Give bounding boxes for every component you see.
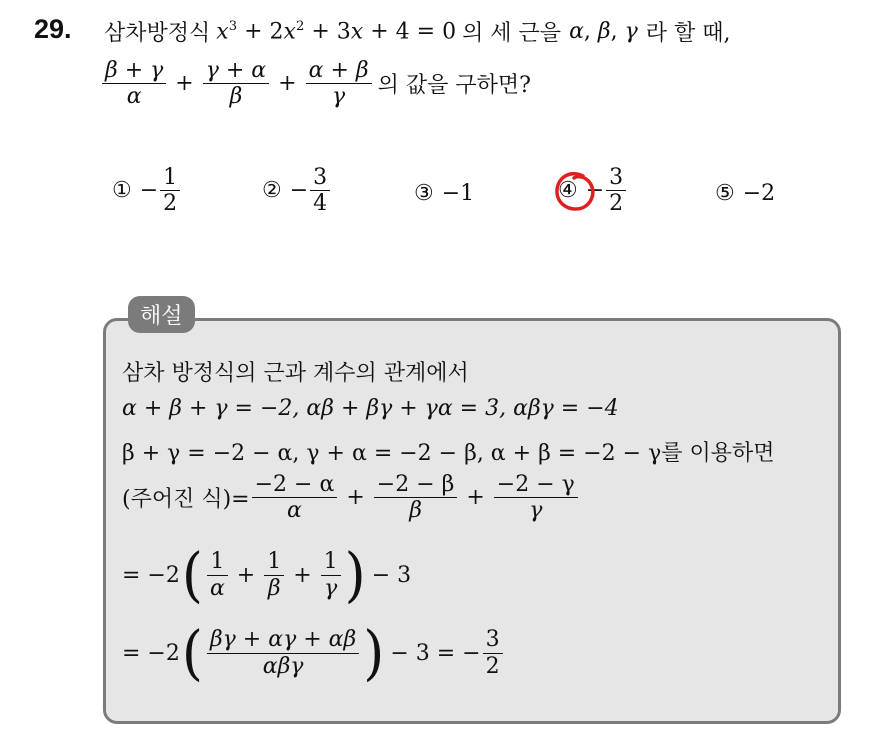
fraction-denominator: 2 [485,653,500,679]
choice-numerator: 1 [163,165,178,190]
answer-choices [112,165,812,235]
solution-fraction [264,549,284,601]
solution-fraction [374,472,458,524]
solution-fraction [494,472,578,524]
fraction-denominator: γ [324,575,338,601]
choice-marker: ① [112,178,132,204]
choice-marker: ④ [558,178,578,204]
choice-2[interactable] [262,165,332,217]
choice-value: −1 [441,181,475,206]
choice-3[interactable] [414,181,474,206]
choice-fraction [310,165,330,217]
choice-denominator: 4 [313,191,328,217]
solution-line-4: (주어진 식)= $\frac{-2 - \alpha}{\alpha}$ + $\frac{-2 - \beta}{\beta}$ + $\frac{-2 - \gamma}{\gamma}$ [122,472,580,524]
solution-tag: 해설 [128,296,195,333]
solution-prefix: = −2 [122,562,180,588]
expression-fraction-1 [102,58,166,110]
expression-fraction-3 [306,58,372,110]
final-answer-fraction [483,627,503,679]
fraction-numerator: −2 − γ [496,472,575,497]
expression-fraction-2 [203,58,269,110]
solution-middle: − 3 = − [390,640,481,666]
choice-numerator: 3 [313,165,328,190]
fraction-numerator: 1 [323,549,338,575]
fraction-numerator: −2 − β [376,472,455,497]
solution-suffix: − 3 [371,562,412,588]
question-text-c: 라 할 때, [645,21,731,46]
solution-fraction [252,472,338,524]
choice-marker: ③ [414,181,434,206]
fraction-denominator: γ [529,498,543,524]
problem-number: 29. [34,14,72,44]
fraction-denominator: α [287,498,302,524]
fraction-denominator: α [209,575,225,601]
question-text-b: 의 세 근을 [462,21,562,46]
cubic-equation: $x^3 + 2x^2 + 3x + 4 = 0$ [216,18,457,45]
choice-numerator: 3 [609,165,624,190]
choice-1[interactable] [112,165,182,217]
question-line-1 [104,16,731,47]
solution-line-6: = −2 ( $\frac{\beta\gamma + \alpha\gamma + \alpha\beta}{\text{αβγ}}$ ) − 3 = − $\frac{3}{2}$ [122,626,505,680]
solution-line-1: 삼차 방정식의 근과 계수의 관계에서 [122,361,469,386]
given-expression-label: (주어진 식)= [122,487,250,513]
fraction-numerator: α + β [308,58,369,83]
solution-fraction [207,627,359,679]
fraction-denominator: β [229,84,243,110]
fraction-numerator: −2 − α [254,472,335,497]
fraction-numerator: γ + α [205,58,267,83]
choice-5[interactable] [715,181,775,206]
choice-value: −2 [742,181,776,206]
choice-denominator: 2 [609,191,624,217]
solution-fraction [207,549,228,601]
choice-marker: ⑤ [715,181,735,206]
fraction-numerator: βγ + αγ + αβ [209,627,357,653]
fraction-numerator: 3 [485,627,500,653]
question-tail: 의 값을 구하면? [377,73,531,99]
fraction-numerator: β + γ [105,58,164,83]
fraction-numerator: 1 [210,549,225,575]
question-text-a: 삼차방정식 [104,21,211,46]
solution-line-2: α + β + γ = −2, αβ + βγ + γα = 3, αβγ = −4 [122,396,619,421]
fraction-numerator: 1 [267,549,282,575]
fraction-denominator: α [126,84,142,110]
fraction-denominator: γ [332,84,346,110]
choice-fraction [160,165,180,217]
solution-fraction [321,549,341,601]
solution-line-3: β + γ = −2 − α, γ + α = −2 − β, α + β = −2 − γ를 이용하면 [122,441,775,466]
fraction-denominator: β [267,575,281,601]
roots-list: α, β, γ [569,19,638,44]
choice-fraction [606,165,626,217]
question-line-2: $\frac{\beta + \gamma}{\alpha}$ + $\frac{\gamma + \alpha}{\beta}$ + $\frac{\alpha + \beta}{\gamma}$ 의 값을 구하면? [100,58,531,110]
solution-prefix: = −2 [122,640,180,666]
choice-sign: − [289,178,309,204]
choice-marker: ② [262,178,282,204]
solution-line-5: = −2 ( $\frac{1}{\alpha}$ + $\frac{1}{\beta}$ + $\frac{1}{\gamma}$ ) − 3 [122,539,412,610]
choice-sign: − [585,178,605,204]
answer-circle-mark [552,168,605,218]
fraction-denominator: αβγ [262,653,304,679]
choice-sign: − [139,178,159,204]
fraction-denominator: β [409,498,422,524]
choice-denominator: 2 [163,191,178,217]
